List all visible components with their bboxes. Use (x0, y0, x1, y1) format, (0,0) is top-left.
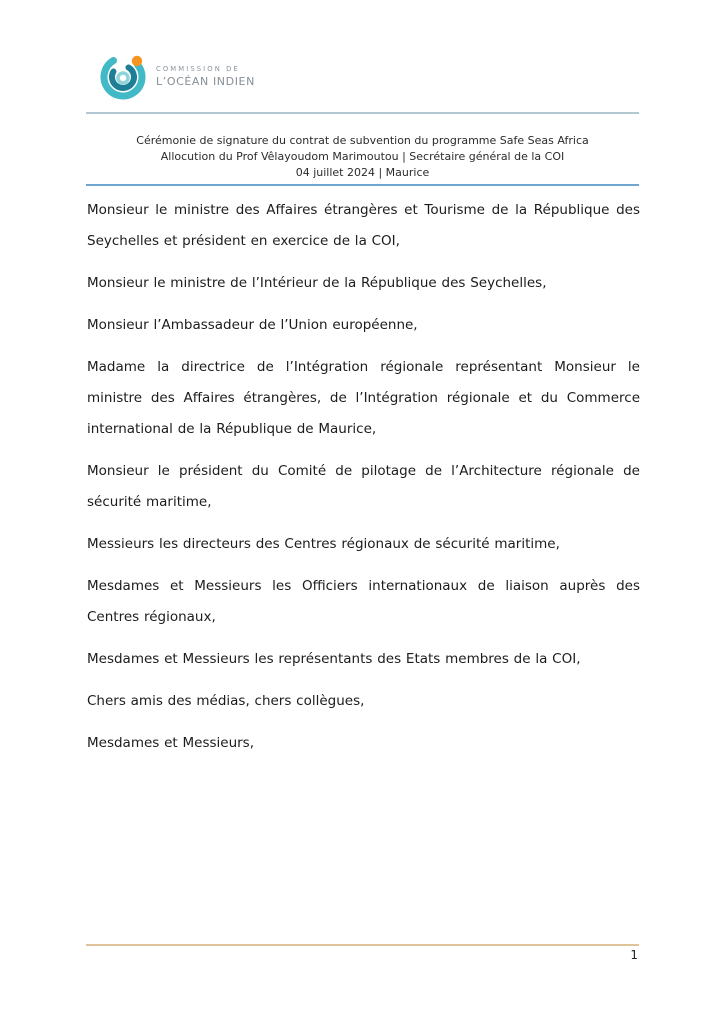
coi-spiral-icon (100, 50, 148, 102)
document-body (87, 195, 640, 770)
body-paragraph: Mesdames et Messieurs, (87, 735, 255, 751)
header-speaker-line: Allocution du Prof Vêlayoudom Marimoutou | Secrétaire général de la COI (160, 150, 565, 163)
body-paragraph: Monsieur l’Ambassadeur de l’Union européenne, (87, 317, 418, 333)
header-date-line: 04 juillet 2024 | Maurice (295, 166, 430, 179)
body-paragraph: Madame la directrice de l’Intégration régionale représentant Monsieur le ministre des Affaires étrangères, de l’Intégration régionale et du Commerce international de la République de Maurice, (87, 359, 640, 437)
rule-below-header (86, 184, 639, 186)
document-header (86, 133, 639, 181)
body-paragraph: Mesdames et Messieurs les représentants des Etats membres de la COI, (87, 651, 581, 667)
rule-below-logo (86, 112, 639, 114)
body-paragraph: Monsieur le ministre de l’Intérieur de la République des Seychelles, (87, 275, 547, 291)
body-paragraph: Monsieur le ministre des Affaires étrangères et Tourisme de la République des Seychelles et président en exercice de la COI, (87, 202, 640, 249)
body-paragraph: Mesdames et Messieurs les Officiers internationaux de liaison auprès des Centres régionaux, (87, 578, 640, 625)
header-title-line: Cérémonie de signature du contrat de subvention du programme Safe Seas Africa (136, 134, 589, 147)
logo-org-line1: COMMISSION DE (156, 64, 240, 73)
footer-rule (86, 944, 639, 946)
logo-org-line2: L’OCÉAN INDIEN (156, 74, 255, 88)
coi-logo-text (156, 65, 255, 88)
page-number: 1 (630, 948, 638, 962)
body-paragraph: Chers amis des médias, chers collègues, (87, 693, 365, 709)
coi-logo (100, 50, 255, 102)
body-paragraph: Monsieur le président du Comité de pilotage de l’Architecture régionale de sécurité maritime, (87, 463, 640, 510)
orange-dot (132, 56, 142, 66)
body-paragraph: Messieurs les directeurs des Centres régionaux de sécurité maritime, (87, 536, 560, 552)
